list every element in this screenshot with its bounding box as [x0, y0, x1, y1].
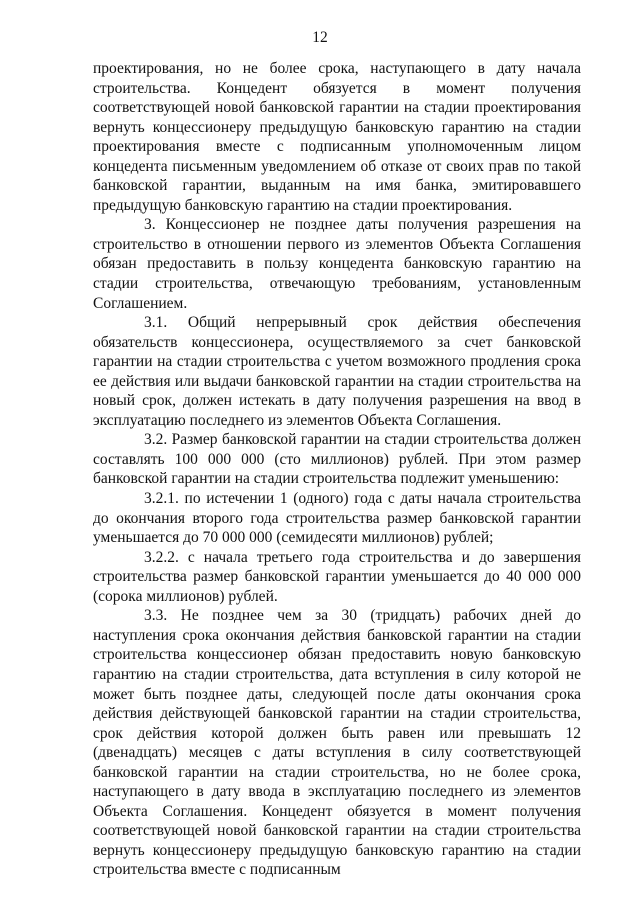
paragraph-clause-3-3: 3.3. Не позднее чем за 30 (тридцать) рабочих дней до наступления срока окончания действия банковской гарантии на стадии строительства концессионер обязан предоставить новую банковскую гарантию на стадии строительства, дата вступления в силу которой не может быть позднее даты, следующей после даты окончания срока действия действующей банковской гарантии на стадии строительства, срок действия которой должен быть равен или превышать 12 (двенадцать) месяцев с даты вступления в силу соответствующей банковской гарантии на стадии строительства, но не более срока, наступающего в дату ввода в эксплуатацию последнего из элементов Объекта Соглашения. Концедент обязуется в момент получения соответствующей новой банковской гарантии на стадии строительства вернуть концессионеру предыдущую банковскую гарантию на стадии строительства вместе с подписанным [93, 607, 581, 879]
paragraph-clause-3: 3. Концессионер не позднее даты получения разрешения на строительство в отношении первого из элементов Объекта Соглашения обязан предоставить в пользу концедента банковскую гарантию на стадии строительства, отвечающую требованиям, установленным Соглашением. [93, 216, 581, 312]
page-number: 12 [312, 29, 328, 46]
paragraph-clause-3-2-1: 3.2.1. по истечении 1 (одного) года с даты начала строительства до окончания второго года строительства размер банковской гарантии уменьшается до 70 000 000 (семидесяти миллионов) рублей; [93, 490, 581, 547]
paragraph-clause-3-2: 3.2. Размер банковской гарантии на стадии строительства должен составлять 100 000 000 (сто миллионов) рублей. При этом размер банковской гарантии на стадии строительства подлежит уменьшению: [93, 431, 581, 488]
document-body [93, 59, 581, 880]
paragraph-continuation: проектирования, но не более срока, наступающего в дату начала строительства. Концедент обязуется в момент получения соответствующей новой банковской гарантии на стадии проектирования вернуть концессионеру предыдущую банковскую гарантию на стадии проектирования вместе с подписанным уполномоченным лицом концедента письменным уведомлением об отказе от своих прав по такой банковской гарантии, выданным на имя банка, эмитировавшего предыдущую банковскую гарантию на стадии проектирования. [93, 60, 581, 214]
paragraph-clause-3-2-2: 3.2.2. с начала третьего года строительства и до завершения строительства размер банковской гарантии уменьшается до 40 000 000 (сорока миллионов) рублей. [93, 548, 581, 605]
paragraph-clause-3-1: 3.1. Общий непрерывный срок действия обеспечения обязательств концессионера, осуществляемого за счет банковской гарантии на стадии строительства с учетом возможного продления срока ее действия или выдачи банковской гарантии на стадии строительства на новый срок, должен истекать в дату получения разрешения на ввод в эксплуатацию последнего из элементов Объекта Соглашения. [93, 314, 581, 429]
